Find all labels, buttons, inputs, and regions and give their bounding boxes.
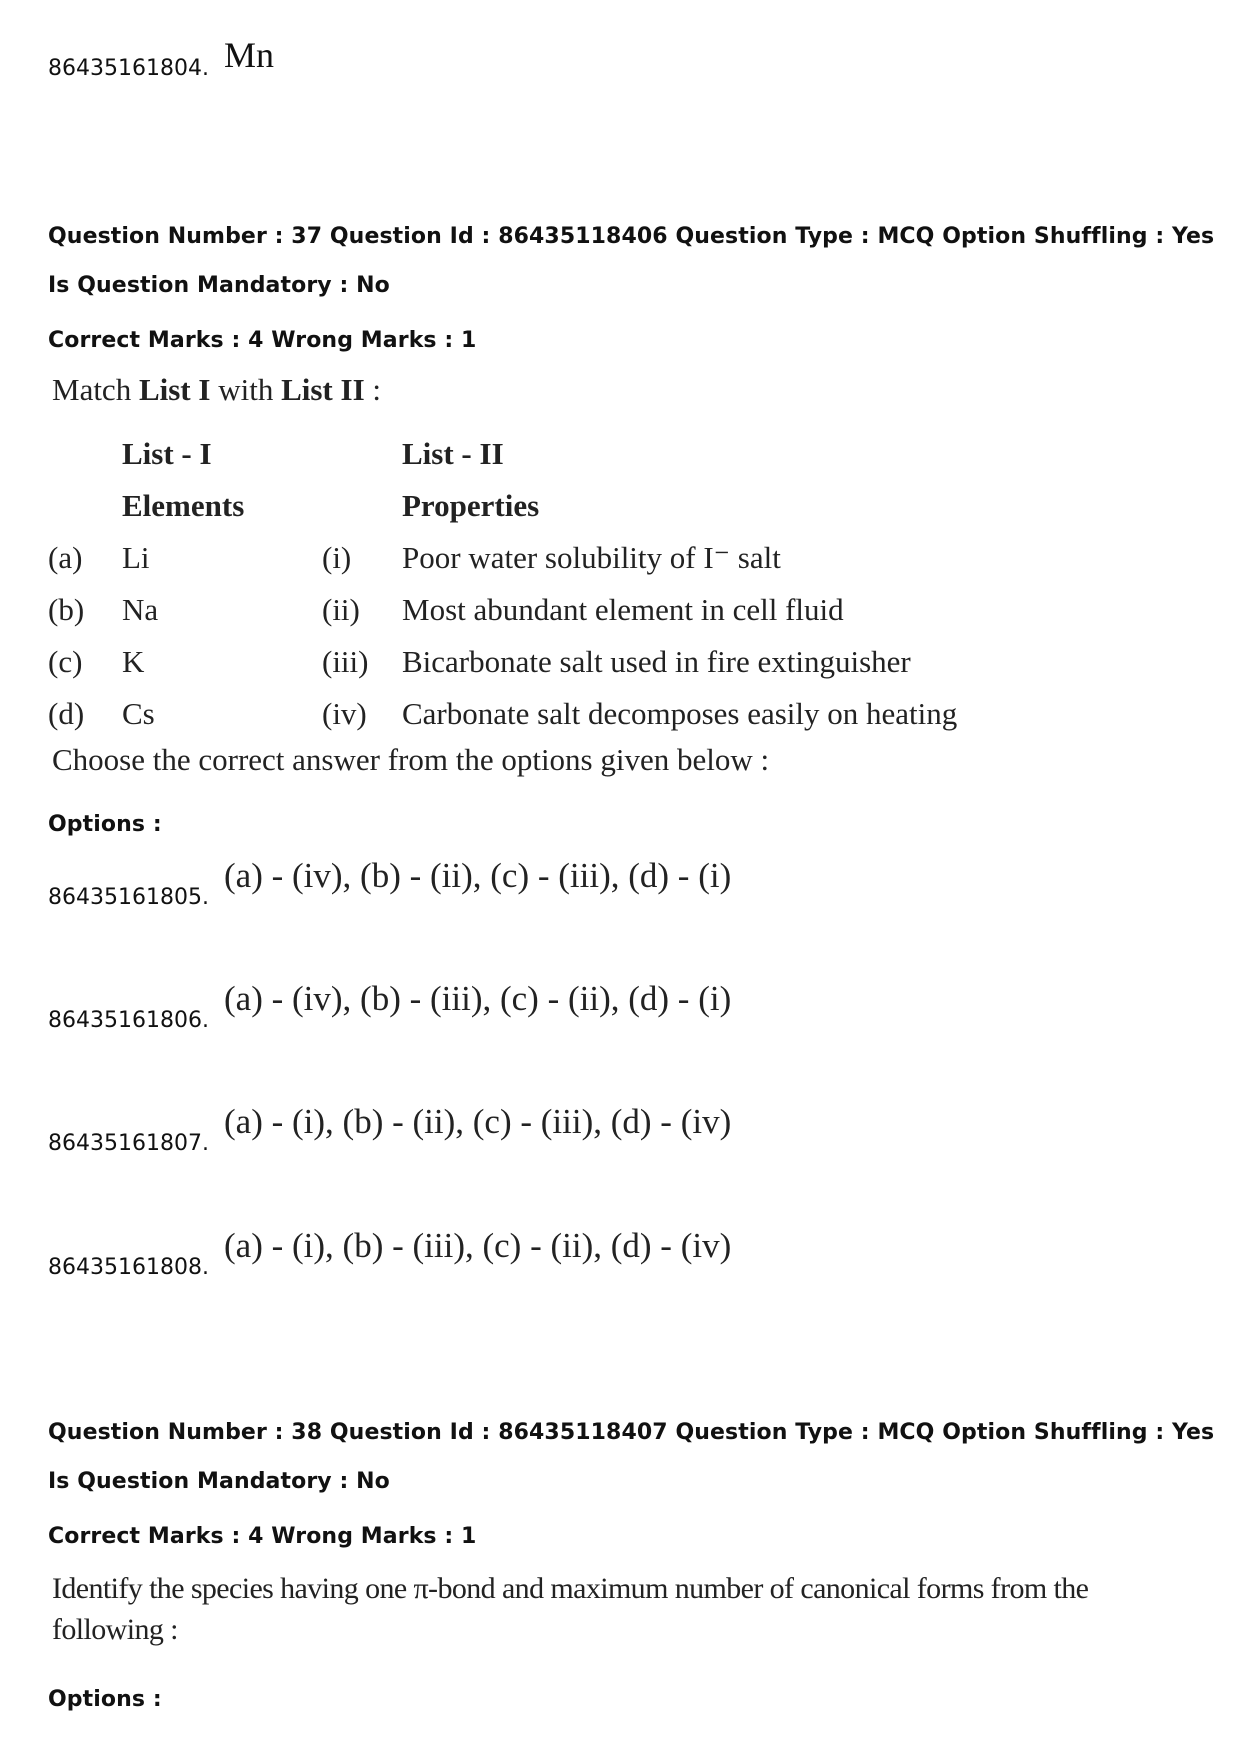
table-row: [48, 532, 957, 584]
row-numeral: (i): [322, 540, 352, 575]
row-numeral: (iii): [322, 644, 369, 679]
row-element: Na: [122, 592, 159, 627]
option-text: (a) - (iv), (b) - (iii), (c) - (ii), (d) - (i): [224, 979, 732, 1018]
question-header: Question Number : 38 Question Id : 86435118407 Question Type : MCQ Option Shuffling : Yes: [48, 1420, 1215, 1445]
option-id: 86435161805.: [48, 885, 209, 910]
question-mandatory: Is Question Mandatory : No: [48, 273, 390, 298]
row-numeral: (ii): [322, 592, 360, 627]
option-id: 86435161804.: [48, 56, 209, 81]
question-instruction: Choose the correct answer from the options given below :: [52, 742, 770, 777]
option-id: 86435161808.: [48, 1255, 209, 1280]
list1-subtitle: Elements: [122, 488, 245, 523]
list2-title: List - II: [402, 436, 504, 471]
question-text: Identify the species having one π-bond and maximum number of canonical forms from the: [52, 1572, 1089, 1605]
option-text: (a) - (iv), (b) - (ii), (c) - (iii), (d) - (i): [224, 856, 732, 895]
intro-with: with: [210, 372, 282, 407]
options-label: Options :: [48, 1687, 162, 1712]
question-marks: Correct Marks : 4 Wrong Marks : 1: [48, 328, 477, 353]
row-letter: (a): [48, 540, 83, 575]
row-property: Most abundant element in cell fluid: [402, 592, 844, 627]
row-property: Bicarbonate salt used in fire extinguisher: [402, 644, 911, 679]
option-text: Mn: [224, 35, 275, 75]
question-header: Question Number : 37 Question Id : 86435118406 Question Type : MCQ Option Shuffling : Yes: [48, 224, 1215, 249]
table-subheader-row: [48, 480, 957, 532]
row-property: Carbonate salt decomposes easily on heating: [402, 696, 958, 731]
row-element: K: [122, 644, 145, 679]
option-id: 86435161806.: [48, 1008, 209, 1033]
question-intro: [52, 372, 381, 408]
option-text: (a) - (i), (b) - (ii), (c) - (iii), (d) - (iv): [224, 1102, 732, 1141]
intro-suffix: :: [364, 372, 382, 407]
table-row: [48, 584, 957, 636]
row-numeral: (iv): [322, 696, 367, 731]
row-property: Poor water solubility of I⁻ salt: [402, 540, 781, 575]
table-row: [48, 636, 957, 688]
list1-title: List - I: [122, 436, 212, 471]
table-row: [48, 688, 957, 740]
question-mandatory: Is Question Mandatory : No: [48, 1469, 390, 1494]
row-letter: (c): [48, 644, 83, 679]
options-label: Options :: [48, 812, 162, 837]
intro-list1: List I: [138, 372, 211, 407]
row-letter: (d): [48, 696, 85, 731]
list2-subtitle: Properties: [402, 488, 540, 523]
intro-list2: List II: [281, 372, 365, 407]
table-header-row: [48, 428, 957, 480]
match-table: [48, 428, 957, 740]
row-element: Cs: [122, 696, 155, 731]
row-letter: (b): [48, 592, 85, 627]
option-text: (a) - (i), (b) - (iii), (c) - (ii), (d) - (iv): [224, 1226, 732, 1265]
option-id: 86435161807.: [48, 1131, 209, 1156]
question-text-continued: following :: [52, 1613, 178, 1646]
intro-prefix: Match: [52, 372, 139, 407]
question-marks: Correct Marks : 4 Wrong Marks : 1: [48, 1524, 477, 1549]
row-element: Li: [122, 540, 150, 575]
